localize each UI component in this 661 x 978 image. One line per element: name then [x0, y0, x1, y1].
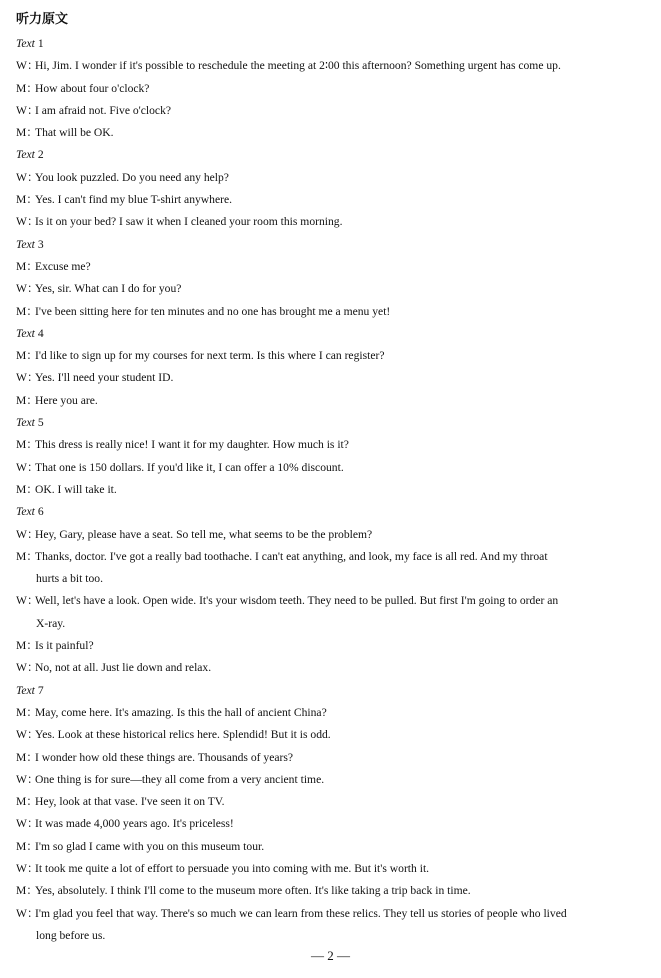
dialogue-text: I'd like to sign up for my courses for next term. Is this where I can register?	[35, 349, 385, 363]
speaker-label: M：	[16, 349, 38, 363]
dialogue-continuation: long before us.	[36, 928, 106, 942]
speaker-label: W：	[16, 594, 39, 608]
dialogue-text: You look puzzled. Do you need any help?	[35, 170, 229, 184]
text-label-word: Text	[16, 237, 35, 251]
dialogue-text: Excuse me?	[35, 259, 91, 273]
dialogue-line	[16, 457, 648, 479]
speaker-label: W：	[16, 371, 39, 385]
speaker-label: M：	[16, 482, 38, 496]
speaker-label: M：	[16, 193, 38, 207]
page-number: — 2 —	[311, 948, 350, 963]
dialogue-continuation: hurts a bit too.	[36, 572, 103, 586]
dialogue-text: I'm glad you feel that way. There's so much we can learn from these relics. They tell us stories of people who lived	[35, 906, 567, 920]
speaker-label: W：	[16, 215, 39, 229]
dialogue-line	[16, 880, 648, 902]
transcript-lines	[16, 33, 648, 947]
dialogue-line	[16, 345, 648, 367]
dialogue-text: May, come here. It's amazing. Is this the hall of ancient China?	[35, 705, 327, 719]
dialogue-line	[16, 278, 648, 300]
dialogue-line	[16, 747, 648, 769]
text-label	[16, 323, 648, 345]
dialogue-line	[16, 78, 648, 100]
text-label-number: 6	[37, 505, 44, 519]
text-label	[16, 680, 648, 702]
speaker-label: M：	[16, 839, 38, 853]
text-label-word: Text	[16, 416, 35, 430]
dialogue-continuation: X-ray.	[36, 616, 66, 630]
dialogue-line	[16, 524, 648, 546]
dialogue-text: This dress is really nice! I want it for my daughter. How much is it?	[35, 438, 349, 452]
text-label-number: 4	[37, 326, 44, 340]
dialogue-line	[16, 367, 648, 389]
dialogue-line	[16, 55, 648, 77]
dialogue-line	[16, 590, 648, 612]
dialogue-line	[16, 702, 648, 724]
dialogue-line	[16, 479, 648, 501]
dialogue-line	[16, 813, 648, 835]
dialogue-line	[16, 724, 648, 746]
text-label-number: 7	[37, 683, 44, 697]
speaker-label: W：	[16, 817, 39, 831]
speaker-label: M：	[16, 549, 38, 563]
text-label	[16, 33, 648, 55]
dialogue-line	[16, 434, 648, 456]
dialogue-text: OK. I will take it.	[35, 482, 117, 496]
speaker-label: M：	[16, 438, 38, 452]
text-label-word: Text	[16, 326, 35, 340]
dialogue-text: Yes. I can't find my blue T-shirt anywhere.	[35, 193, 233, 207]
dialogue-line	[16, 858, 648, 880]
speaker-label: W：	[16, 906, 39, 920]
dialogue-line	[16, 791, 648, 813]
dialogue-text: Yes. Look at these historical relics here. Splendid! But it is odd.	[35, 728, 331, 742]
dialogue-line	[16, 657, 648, 679]
speaker-label: M：	[16, 795, 38, 809]
text-label	[16, 412, 648, 434]
speaker-label: W：	[16, 103, 39, 117]
speaker-label: M：	[16, 639, 38, 653]
speaker-label: W：	[16, 772, 39, 786]
dialogue-text: Yes. I'll need your student ID.	[35, 371, 174, 385]
dialogue-line	[16, 256, 648, 278]
dialogue-text: Thanks, doctor. I've got a really bad toothache. I can't eat anything, and look, my face is all red. And my throat	[35, 549, 548, 563]
speaker-label: W：	[16, 460, 39, 474]
dialogue-line	[16, 390, 648, 412]
dialogue-text: I'm so glad I came with you on this museum tour.	[35, 839, 265, 853]
speaker-label: M：	[16, 304, 38, 318]
speaker-label: W：	[16, 527, 39, 541]
dialogue-line	[16, 301, 648, 323]
dialogue-text: Yes, absolutely. I think I'll come to the museum more often. It's like taking a trip back in time.	[35, 884, 471, 898]
text-label	[16, 234, 648, 256]
text-label-number: 1	[37, 37, 44, 50]
dialogue-text: That one is 150 dollars. If you'd like it, I can offer a 10% discount.	[35, 460, 344, 474]
dialogue-text: That will be OK.	[35, 126, 114, 140]
dialogue-text: Is it painful?	[35, 639, 94, 653]
dialogue-line	[16, 903, 648, 925]
dialogue-text: It took me quite a lot of effort to persuade you into coming with me. But it's worth it.	[35, 861, 430, 875]
dialogue-text: It was made 4,000 years ago. It's priceless!	[35, 817, 234, 831]
dialogue-line	[16, 546, 648, 568]
dialogue-text: I wonder how old these things are. Thousands of years?	[35, 750, 294, 764]
dialogue-text: Hey, look at that vase. I've seen it on TV.	[35, 795, 225, 809]
text-label-word: Text	[16, 37, 35, 50]
speaker-label: M：	[16, 705, 38, 719]
dialogue-text: I've been sitting here for ten minutes and no one has brought me a menu yet!	[35, 304, 391, 318]
speaker-label: M：	[16, 126, 38, 140]
speaker-label: W：	[16, 661, 39, 675]
speaker-label: W：	[16, 170, 39, 184]
speaker-label: W：	[16, 728, 39, 742]
dialogue-text: How about four o'clock?	[35, 81, 150, 95]
speaker-label: W：	[16, 861, 39, 875]
dialogue-line	[16, 769, 648, 791]
text-label-word: Text	[16, 505, 35, 519]
speaker-label: W：	[16, 59, 39, 73]
dialogue-line	[16, 211, 648, 233]
text-label-number: 2	[37, 148, 44, 162]
text-label-number: 5	[37, 416, 44, 430]
text-label	[16, 144, 648, 166]
speaker-label: W：	[16, 282, 39, 296]
text-label	[16, 501, 648, 523]
speaker-label: M：	[16, 259, 38, 273]
speaker-label: M：	[16, 393, 38, 407]
dialogue-text: Here you are.	[35, 393, 98, 407]
speaker-label: M：	[16, 884, 38, 898]
dialogue-text: Hey, Gary, please have a seat. So tell me, what seems to be the problem?	[35, 527, 373, 541]
dialogue-text: Hi, Jim. I wonder if it's possible to reschedule the meeting at 2∶00 this afternoon? Something urgent has come up.	[35, 59, 561, 73]
dialogue-line	[16, 189, 648, 211]
dialogue-text: No, not at all. Just lie down and relax.	[35, 661, 212, 675]
dialogue-text: One thing is for sure—they all come from a very ancient time.	[35, 772, 325, 786]
text-label-word: Text	[16, 683, 35, 697]
text-label-number: 3	[37, 237, 44, 251]
dialogue-line	[16, 635, 648, 657]
dialogue-text: Is it on your bed? I saw it when I cleaned your room this morning.	[35, 215, 343, 229]
dialogue-text: Yes, sir. What can I do for you?	[35, 282, 182, 296]
dialogue-line	[16, 836, 648, 858]
speaker-label: M：	[16, 750, 38, 764]
dialogue-line	[16, 122, 648, 144]
text-label-word: Text	[16, 148, 35, 162]
dialogue-text: Well, let's have a look. Open wide. It's your wisdom teeth. They need to be pulled. But first I'm going to order an	[35, 594, 559, 608]
dialogue-line	[16, 100, 648, 122]
page-heading: 听力原文	[16, 12, 69, 27]
speaker-label: M：	[16, 81, 38, 95]
dialogue-text: I am afraid not. Five o'clock?	[35, 103, 172, 117]
dialogue-line	[16, 167, 648, 189]
